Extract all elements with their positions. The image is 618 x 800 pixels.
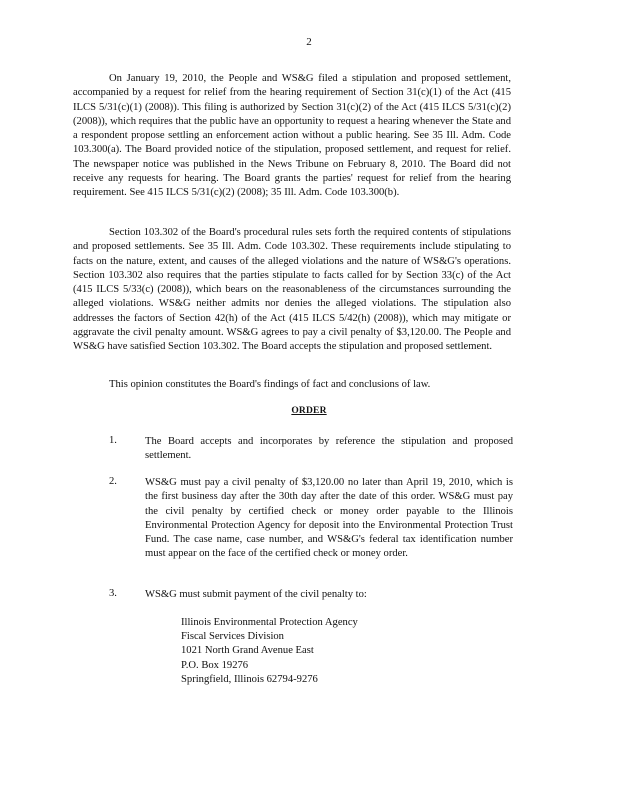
paragraph-text: Section 103.302 of the Board's procedural rules sets forth the required contents of stipulations and proposed settlements. See 35 Ill. Adm. Code 103.302. These requirements include stipulating to facts on the nature, extent, and causes of the alleged violations and the nature of WS&G's operations. Section 103.302 also requires that the parties stipulate to facts called for by Section 33(c) of the Act (415 ILCS 5/33(c) (2008)), which bears on the reasonableness of the circumstances surrounding the alleged violations. WS&G neither admits nor denies the alleged violations. The stipulation also addresses the factors of Section 42(h) of the Act (415 ILCS 5/42(h) (2008)), which may mitigate or aggravate the civil penalty amount. WS&G agrees to pay a civil penalty of $3,120.00. The People and WS&G have satisfied Section 103.302. The Board accepts the stipulation and proposed settlement.: [73, 227, 511, 353]
paragraph-text: On January 19, 2010, the People and WS&G filed a stipulation and proposed settlement, accompanied by a request for relief from the hearing requirement of Section 31(c)(1) of the Act (415 ILCS 5/31(c)(1) (2008)). This filing is authorized by Section 31(c)(2) of the Act (415 ILCS 5/31(c)(2) (2008)), which requires that the public have an opportunity to request a hearing whenever the State and a respondent propose settling an enforcement action without a public hearing. See 35 Ill. Adm. Code 103.300(a). The Board provided notice of the stipulation, proposed settlement, and request for relief. The newspaper notice was published in the News Tribune on February 8, 2010. The Board did not receive any requests for hearing. The Board grants the parties' request for relief from the hearing requirement. See 415 ILCS 5/31(c)(2) (2008); 35 Ill. Adm. Code 103.300(b).: [73, 73, 511, 199]
paragraph-findings: This opinion constitutes the Board's findings of fact and conclusions of law.: [109, 379, 431, 390]
order-item-number: 2.: [109, 476, 117, 487]
address-line: Springfield, Illinois 62794-9276: [181, 673, 318, 685]
order-item-number: 3.: [109, 588, 117, 599]
address-line: P.O. Box 19276: [181, 659, 249, 671]
address-line: Fiscal Services Division: [181, 631, 284, 643]
order-item-text: WS&G must pay a civil penalty of $3,120.00 no later than April 19, 2010, which is the first business day after the 30th day after the date of this order. WS&G must pay the civil penalty by certified check or money order payable to the Illinois Environmental Protection Agency for deposit into the Environmental Protection Trust Fund. The case name, case number, and WS&G's federal tax identification number must appear on the face of the certified check or money order.: [145, 477, 513, 560]
address-line: 1021 North Grand Avenue East: [181, 645, 314, 657]
paragraph-stipulation-filing: [73, 72, 511, 201]
order-item-number: 1.: [109, 435, 117, 446]
order-item-text: The Board accepts and incorporates by reference the stipulation and proposed settlement.: [145, 436, 513, 462]
page-number: 2: [306, 36, 312, 48]
paragraph-section-103302: [73, 226, 511, 355]
order-heading: ORDER: [291, 406, 327, 416]
payment-address: [181, 616, 358, 687]
address-line: Illinois Environmental Protection Agency: [181, 617, 358, 628]
order-item-text: WS&G must submit payment of the civil penalty to:: [145, 589, 367, 600]
